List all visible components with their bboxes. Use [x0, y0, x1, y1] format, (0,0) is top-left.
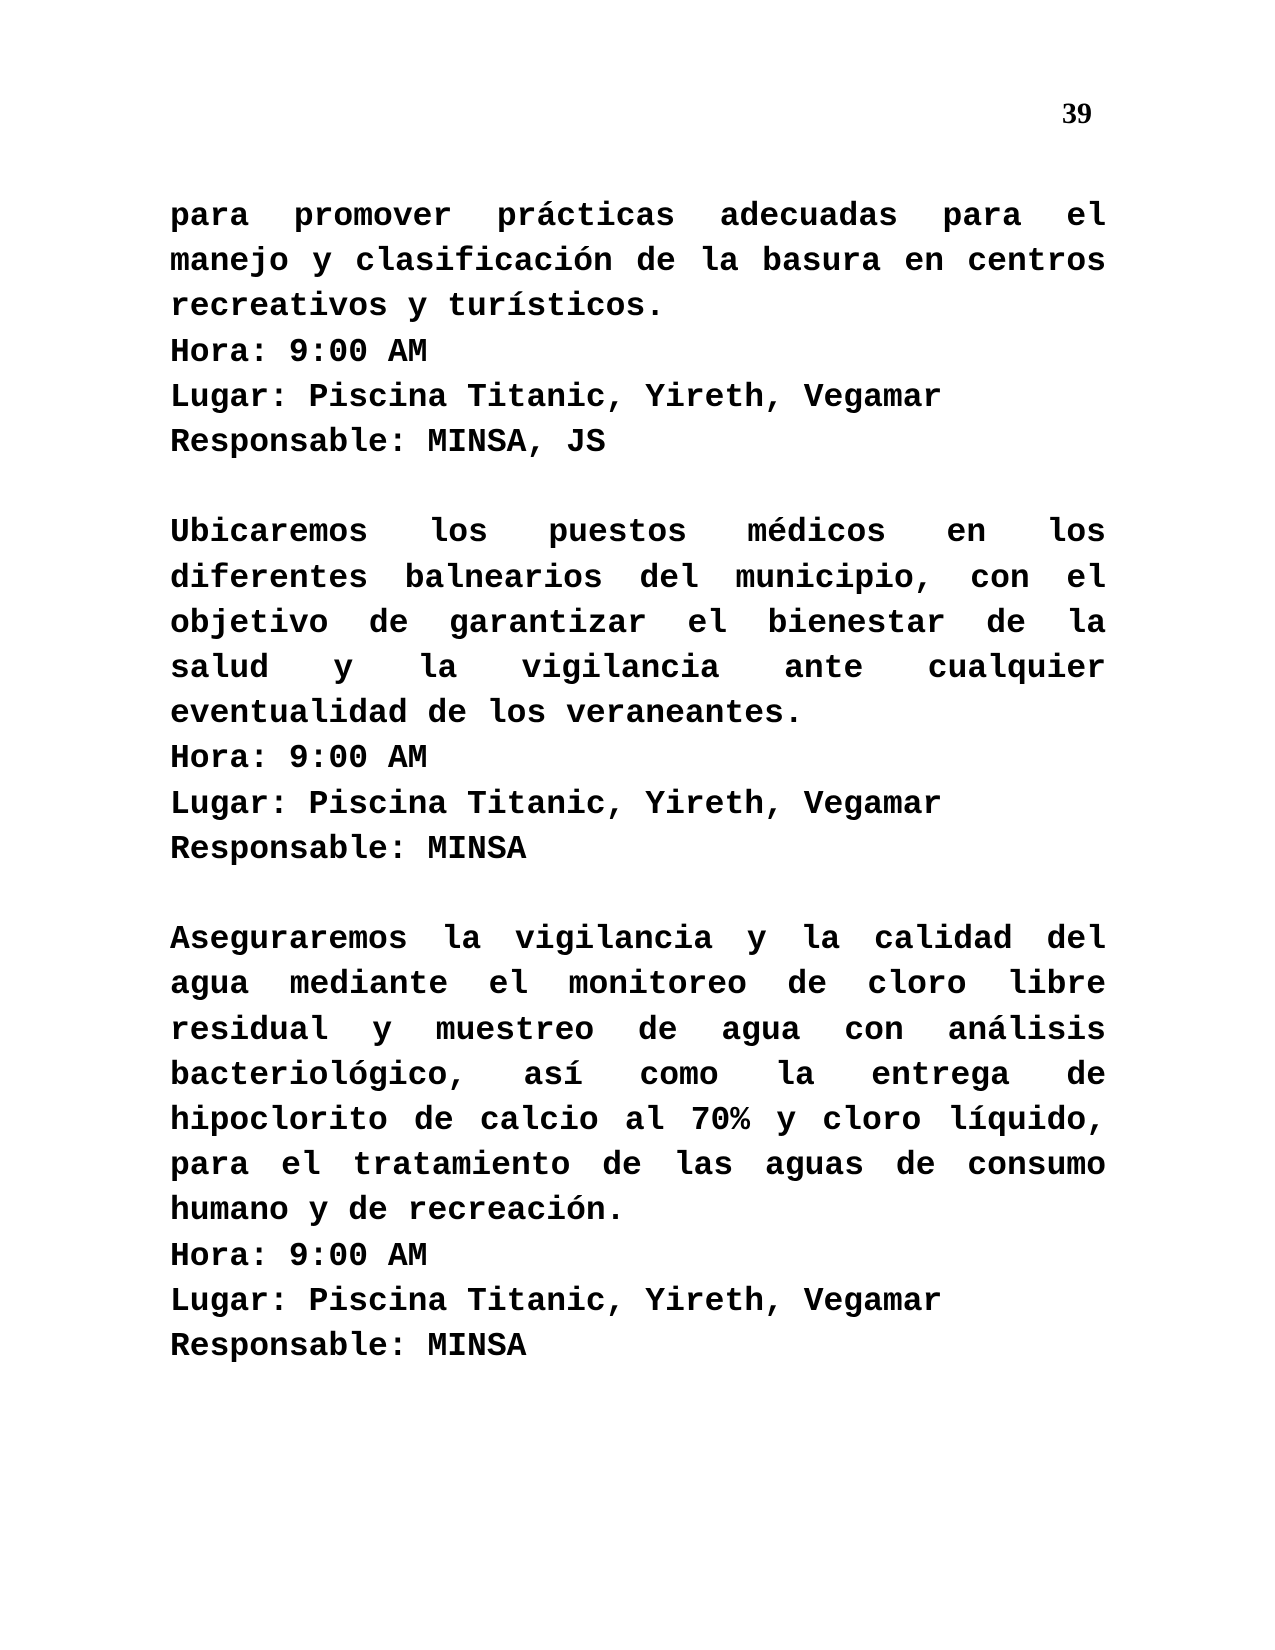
meta-line: Hora: 9:00 AM: [170, 740, 428, 778]
paragraph-line: humano y de recreación.: [170, 1192, 626, 1230]
paragraph-line: diferentes balnearios del municipio, con el: [170, 559, 1106, 597]
paragraph-spacer: [170, 872, 1106, 917]
paragraph-line: salud y la vigilancia ante cualquier: [170, 650, 1106, 688]
paragraph-line: bacteriológico, así como la entrega de: [170, 1056, 1106, 1094]
meta-line: Responsable: MINSA, JS: [170, 424, 606, 462]
paragraph-line: agua mediante el monitoreo de cloro libre: [170, 966, 1106, 1004]
meta-line: Responsable: MINSA: [170, 1328, 527, 1366]
paragraph-line: eventualidad de los veraneantes.: [170, 695, 804, 733]
meta-line: Lugar: Piscina Titanic, Yireth, Vegamar: [170, 378, 943, 416]
paragraph-line: Ubicaremos los puestos médicos en los: [170, 514, 1106, 552]
meta-line: Hora: 9:00 AM: [170, 1237, 428, 1275]
paragraph-spacer: [170, 465, 1106, 510]
paragraph-line: recreativos y turísticos.: [170, 288, 666, 326]
meta-line: Hora: 9:00 AM: [170, 333, 428, 371]
paragraph-line: para promover prácticas adecuadas para el: [170, 198, 1106, 235]
meta-line: Lugar: Piscina Titanic, Yireth, Vegamar: [170, 785, 943, 823]
page-number: 39: [1062, 97, 1092, 130]
document-body: [170, 194, 1106, 1369]
paragraph-line: Aseguraremos la vigilancia y la calidad del: [170, 921, 1106, 959]
paragraph-line: para el tratamiento de las aguas de consumo: [170, 1147, 1106, 1185]
meta-line: Lugar: Piscina Titanic, Yireth, Vegamar: [170, 1282, 943, 1320]
paragraph-line: residual y muestreo de agua con análisis: [170, 1011, 1106, 1049]
paragraph-line: objetivo de garantizar el bienestar de la: [170, 604, 1106, 642]
meta-line: Responsable: MINSA: [170, 830, 527, 868]
paragraph-line: manejo y clasificación de la basura en centros: [170, 243, 1106, 281]
paragraph-line: hipoclorito de calcio al 70% y cloro líquido,: [170, 1102, 1106, 1140]
